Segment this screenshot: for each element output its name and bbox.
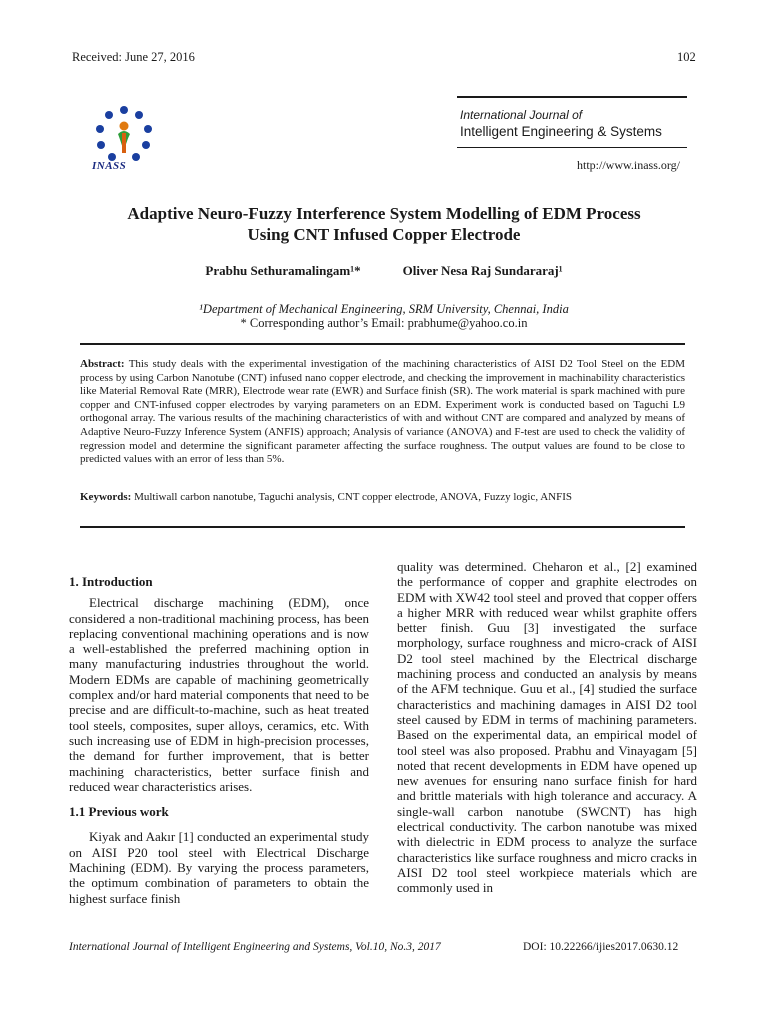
journal-rule-top	[457, 96, 687, 98]
journal-name-line1: International Journal of	[460, 108, 583, 122]
abstract	[80, 358, 685, 467]
title-line-2: Using CNT Infused Copper Electrode	[247, 225, 521, 244]
footer-journal: International Journal of Intelligent Engineering and Systems, Vol.10, No.3, 2017	[69, 941, 441, 953]
keywords	[80, 491, 685, 503]
keywords-label: Keywords:	[80, 491, 132, 503]
inass-logo-text: INASS	[92, 160, 127, 172]
journal-rule-bottom	[457, 147, 687, 148]
author-2: Oliver Nesa Raj Sundararaj¹	[402, 263, 563, 278]
paper-title	[60, 203, 708, 245]
right-column	[397, 559, 697, 896]
corresponding-email: * Corresponding author’s Email: prabhume@yahoo.co.in	[240, 316, 528, 330]
section-heading-previous-work: 1.1 Previous work	[69, 804, 169, 820]
left-column	[69, 574, 369, 906]
paragraph: Kiyak and Aakır [1] conducted an experimental study on AISI P20 tool steel with Electrical Discharge Machining (EDM). By varying the process parameters, the optimum combination of parameters to obtain the highest surface finish	[69, 829, 369, 906]
keywords-text: Multiwall carbon nanotube, Taguchi analysis, CNT copper electrode, ANOVA, Fuzzy logic, ANFIS	[134, 491, 573, 503]
section-heading-introduction: 1. Introduction	[69, 574, 153, 589]
abstract-rule-bottom	[80, 526, 685, 528]
title-line-1: Adaptive Neuro-Fuzzy Interference System Modelling of EDM Process	[127, 204, 641, 223]
footer-doi[interactable]: DOI: 10.22266/ijies2017.0630.12	[523, 941, 679, 953]
received-date: Received: June 27, 2016	[72, 50, 195, 64]
paragraph: Electrical discharge machining (EDM), once considered a non-traditional machining process, has been replacing conventional machining operations and is now a well-established the preferred machining option in many manufacturing industries throughout the world. Modern EDMs are capable of machining geometrically complex and/or hard material components that need to be precise and are difficult-to-machine, such as heat treated tool steels, composites, super alloys, ceramics, etc. With such increasing use of EDM in high-precision processes, the demand for further improvement, that is better machining characteristics, better surface finish and reduced wear characteristics arises.	[69, 595, 369, 794]
authors	[0, 263, 768, 279]
paragraph: quality was determined. Cheharon et al., [2] examined the performance of copper and graphite electrodes on EDM with XW42 tool steel and proved that copper offers a higher MRR with reduced wear whilst graphite offers better finish. Guu [3] investigated the surface morphology, surface roughness and micro-crack of AISI D2 tool steel machined by the Electrical discharge machining process and conducted an analysis by means of the AFM technique. Guu et al., [4] studied the surface characteristics and machining damages in AISI D2 tool steel caused by EDM in terms of machining parameters. Based on the experimental data, an empirical model of tool steel was also proposed. Prabhu and Vinayagam [5] noted that recent developments in EDM have opened up new avenues for ensuring nano surface finish for hard and brittle materials with high tolerance and accuracy. A single-wall carbon nanotube (SWCNT) has high electrical conductivity. The carbon nanotube was mixed with dielectric in EDM process to analyze the surface characteristics like surface roughness and micro cracks in AISI D2 tool steel workpiece materials which are commonly used in	[397, 559, 697, 896]
journal-name-line2: Intelligent Engineering & Systems	[460, 124, 662, 139]
abstract-text: This study deals with the experimental investigation of the machining characteristics of AISI D2 Tool Steel on the EDM process by using Carbon Nanotube (CNT) infused nano copper electrode, and checking the improvement in machinability characteristics like Material Removal Rate (MRR), Electrode wear rate (EWR) and Surface finish (SR). The work material is spark machined with pure copper and CNT-infused copper electrodes by varying parameters on an EDM. Experiment work is conducted based on Taguchi L9 orthogonal array. The various results of the machining characteristics of with and without CNT are compared and analyzed by means of Adaptive Neuro-Fuzzy Inference System (ANFIS) approach; Analysis of variance (ANOVA) and F-test are used to check the validity of regression model and determine the significant parameter affecting the surface roughness. The output values are found to be close to predicted values with an error of less than 5%.	[80, 358, 685, 466]
affiliation: ¹Department of Mechanical Engineering, SRM University, Chennai, India	[199, 302, 569, 316]
abstract-label: Abstract:	[80, 358, 125, 370]
journal-url-link[interactable]: http://www.inass.org/	[577, 158, 681, 172]
author-1: Prabhu Sethuramalingam¹*	[205, 263, 361, 278]
page-number: 102	[677, 50, 696, 64]
abstract-rule-top	[80, 343, 685, 345]
